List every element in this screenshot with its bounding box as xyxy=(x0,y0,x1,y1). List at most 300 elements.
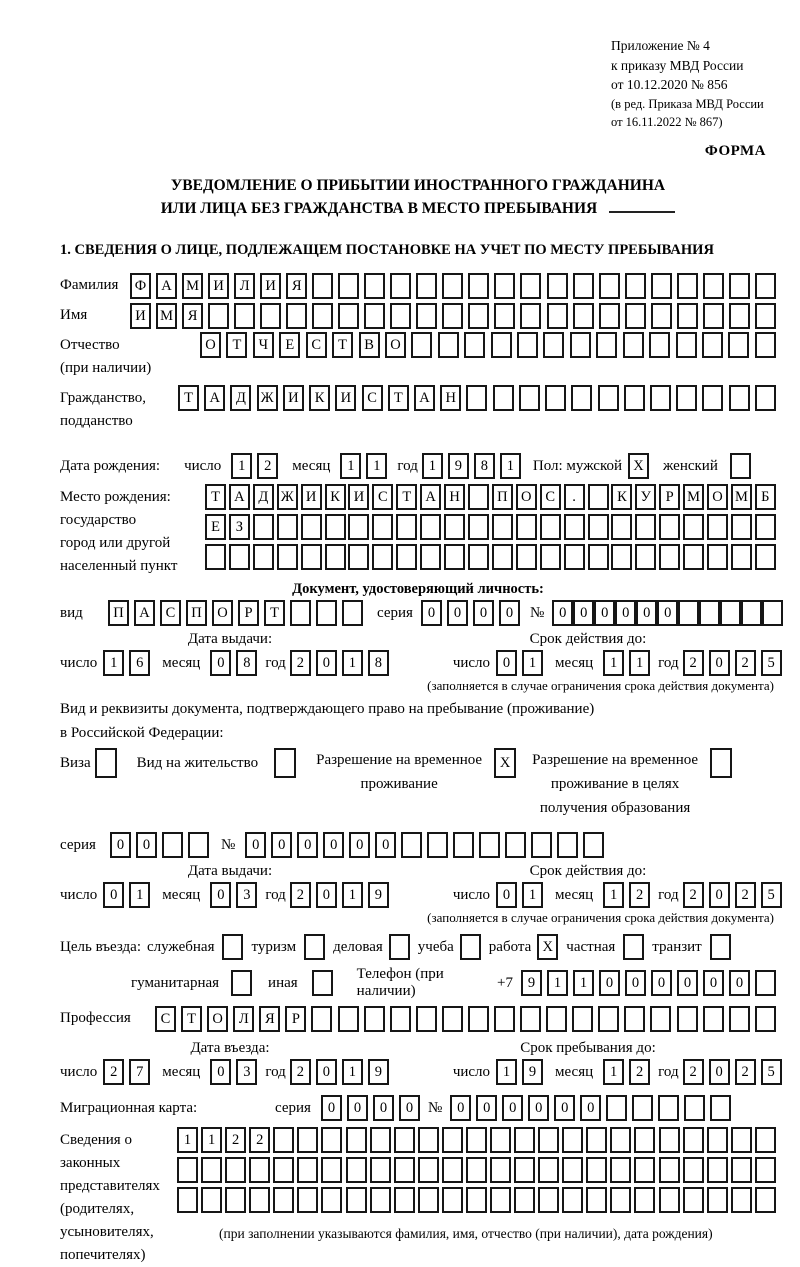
form-cell[interactable] xyxy=(177,1157,198,1183)
form-cell[interactable]: М xyxy=(182,273,203,299)
form-cell[interactable] xyxy=(401,832,422,858)
form-cell[interactable] xyxy=(442,273,463,299)
form-cell[interactable] xyxy=(297,1157,318,1183)
form-cell[interactable]: У xyxy=(635,484,656,510)
form-cell[interactable]: 0 xyxy=(375,832,396,858)
form-cell[interactable]: 9 xyxy=(521,970,542,996)
form-cell[interactable] xyxy=(316,600,337,626)
form-cell[interactable]: Я xyxy=(259,1006,280,1032)
form-cell[interactable] xyxy=(274,748,296,778)
form-cell[interactable] xyxy=(520,1006,541,1032)
form-cell[interactable] xyxy=(755,514,776,540)
form-cell[interactable] xyxy=(588,484,609,510)
form-cell[interactable] xyxy=(625,273,646,299)
form-cell[interactable]: 2 xyxy=(683,650,704,676)
form-cell[interactable] xyxy=(491,332,512,358)
form-cell[interactable]: 0 xyxy=(136,832,157,858)
form-cell[interactable] xyxy=(162,832,183,858)
form-cell[interactable] xyxy=(372,544,393,570)
form-cell[interactable]: 0 xyxy=(651,970,672,996)
form-cell[interactable] xyxy=(418,1127,439,1153)
form-cell[interactable] xyxy=(253,514,274,540)
form-cell[interactable]: О xyxy=(707,484,728,510)
form-cell[interactable]: Б xyxy=(755,484,776,510)
form-cell[interactable] xyxy=(301,544,322,570)
form-cell[interactable] xyxy=(442,1006,463,1032)
form-cell[interactable] xyxy=(540,514,561,540)
form-cell[interactable] xyxy=(731,514,752,540)
form-cell[interactable] xyxy=(231,970,252,996)
form-cell[interactable]: 0 xyxy=(210,650,231,676)
form-cell[interactable]: 0 xyxy=(103,882,124,908)
form-cell[interactable] xyxy=(321,1187,342,1213)
form-cell[interactable] xyxy=(588,514,609,540)
form-cell[interactable] xyxy=(531,832,552,858)
form-cell[interactable]: 2 xyxy=(735,1059,756,1085)
form-cell[interactable] xyxy=(490,1157,511,1183)
form-cell[interactable]: 0 xyxy=(554,1095,575,1121)
form-cell[interactable] xyxy=(517,332,538,358)
form-cell[interactable]: 5 xyxy=(761,1059,782,1085)
form-cell[interactable] xyxy=(253,544,274,570)
form-cell[interactable] xyxy=(710,1095,731,1121)
form-cell[interactable] xyxy=(466,1157,487,1183)
form-cell[interactable] xyxy=(684,1095,705,1121)
form-cell[interactable] xyxy=(546,1006,567,1032)
form-cell[interactable]: И xyxy=(301,484,322,510)
form-cell[interactable]: О xyxy=(207,1006,228,1032)
form-cell[interactable] xyxy=(225,1157,246,1183)
form-cell[interactable] xyxy=(396,514,417,540)
form-cell[interactable]: Л xyxy=(234,273,255,299)
form-cell[interactable]: 0 xyxy=(245,832,266,858)
form-cell[interactable]: 3 xyxy=(236,882,257,908)
form-cell[interactable] xyxy=(683,1187,704,1213)
form-cell[interactable]: С xyxy=(362,385,383,411)
form-cell[interactable] xyxy=(466,385,487,411)
form-cell[interactable]: X xyxy=(494,748,516,778)
form-cell[interactable] xyxy=(624,1006,645,1032)
form-cell[interactable]: 0 xyxy=(709,882,730,908)
form-cell[interactable]: 0 xyxy=(552,600,573,626)
form-cell[interactable] xyxy=(346,1157,367,1183)
form-cell[interactable] xyxy=(396,544,417,570)
form-cell[interactable] xyxy=(540,544,561,570)
form-cell[interactable] xyxy=(562,1127,583,1153)
form-cell[interactable]: 0 xyxy=(580,1095,601,1121)
form-cell[interactable]: 1 xyxy=(342,882,363,908)
form-cell[interactable] xyxy=(659,514,680,540)
form-cell[interactable] xyxy=(229,544,250,570)
form-cell[interactable] xyxy=(755,332,776,358)
form-cell[interactable] xyxy=(710,934,731,960)
form-cell[interactable] xyxy=(273,1187,294,1213)
form-cell[interactable] xyxy=(394,1187,415,1213)
form-cell[interactable] xyxy=(651,273,672,299)
form-cell[interactable] xyxy=(707,544,728,570)
form-cell[interactable] xyxy=(659,1157,680,1183)
form-cell[interactable] xyxy=(411,332,432,358)
form-cell[interactable]: 5 xyxy=(761,650,782,676)
form-cell[interactable] xyxy=(547,273,568,299)
form-cell[interactable] xyxy=(571,385,592,411)
form-cell[interactable] xyxy=(95,748,117,778)
form-cell[interactable] xyxy=(442,1157,463,1183)
form-cell[interactable]: О xyxy=(516,484,537,510)
form-cell[interactable] xyxy=(442,1187,463,1213)
form-cell[interactable] xyxy=(234,303,255,329)
form-cell[interactable]: 0 xyxy=(496,882,517,908)
form-cell[interactable] xyxy=(729,303,750,329)
form-cell[interactable]: С xyxy=(155,1006,176,1032)
form-cell[interactable]: 2 xyxy=(257,453,278,479)
form-cell[interactable] xyxy=(273,1127,294,1153)
form-cell[interactable] xyxy=(177,1187,198,1213)
form-cell[interactable] xyxy=(731,1187,752,1213)
form-cell[interactable] xyxy=(728,332,749,358)
form-cell[interactable] xyxy=(703,273,724,299)
form-cell[interactable]: 9 xyxy=(448,453,469,479)
form-cell[interactable] xyxy=(370,1157,391,1183)
form-cell[interactable] xyxy=(290,600,311,626)
form-cell[interactable]: 0 xyxy=(349,832,370,858)
form-cell[interactable]: 1 xyxy=(603,882,624,908)
form-cell[interactable] xyxy=(650,385,671,411)
form-cell[interactable] xyxy=(205,544,226,570)
form-cell[interactable] xyxy=(729,385,750,411)
form-cell[interactable]: 0 xyxy=(421,600,442,626)
form-cell[interactable] xyxy=(468,273,489,299)
form-cell[interactable]: 1 xyxy=(342,650,363,676)
form-cell[interactable] xyxy=(683,1157,704,1183)
form-cell[interactable]: С xyxy=(160,600,181,626)
form-cell[interactable] xyxy=(677,303,698,329)
form-cell[interactable] xyxy=(468,303,489,329)
form-cell[interactable] xyxy=(562,1187,583,1213)
form-cell[interactable]: Е xyxy=(279,332,300,358)
form-cell[interactable] xyxy=(364,1006,385,1032)
form-cell[interactable] xyxy=(494,303,515,329)
form-cell[interactable] xyxy=(611,544,632,570)
form-cell[interactable] xyxy=(460,934,481,960)
form-cell[interactable] xyxy=(762,600,783,626)
form-cell[interactable]: Т xyxy=(332,332,353,358)
form-cell[interactable] xyxy=(632,1095,653,1121)
form-cell[interactable]: 1 xyxy=(496,1059,517,1085)
form-cell[interactable]: П xyxy=(108,600,129,626)
form-cell[interactable]: Д xyxy=(230,385,251,411)
form-cell[interactable] xyxy=(564,544,585,570)
form-cell[interactable] xyxy=(538,1127,559,1153)
form-cell[interactable] xyxy=(606,1095,627,1121)
form-cell[interactable] xyxy=(755,1187,776,1213)
form-cell[interactable] xyxy=(390,273,411,299)
form-cell[interactable]: 2 xyxy=(290,650,311,676)
form-cell[interactable] xyxy=(348,544,369,570)
form-cell[interactable] xyxy=(557,832,578,858)
form-cell[interactable] xyxy=(598,385,619,411)
form-cell[interactable] xyxy=(505,832,526,858)
form-cell[interactable] xyxy=(416,1006,437,1032)
form-cell[interactable]: 2 xyxy=(629,882,650,908)
form-cell[interactable]: 1 xyxy=(340,453,361,479)
form-cell[interactable]: А xyxy=(229,484,250,510)
form-cell[interactable]: 0 xyxy=(677,970,698,996)
form-cell[interactable]: 6 xyxy=(129,650,150,676)
form-cell[interactable] xyxy=(442,303,463,329)
form-cell[interactable]: К xyxy=(611,484,632,510)
form-cell[interactable]: 0 xyxy=(599,970,620,996)
form-cell[interactable] xyxy=(729,1006,750,1032)
form-cell[interactable]: 1 xyxy=(603,1059,624,1085)
form-cell[interactable] xyxy=(222,934,243,960)
form-cell[interactable] xyxy=(520,273,541,299)
form-cell[interactable] xyxy=(389,934,410,960)
form-cell[interactable]: 0 xyxy=(729,970,750,996)
form-cell[interactable] xyxy=(514,1187,535,1213)
form-cell[interactable] xyxy=(277,514,298,540)
form-cell[interactable]: 0 xyxy=(709,650,730,676)
form-cell[interactable] xyxy=(444,544,465,570)
form-cell[interactable]: 0 xyxy=(450,1095,471,1121)
form-cell[interactable]: О xyxy=(200,332,221,358)
form-cell[interactable] xyxy=(277,544,298,570)
form-cell[interactable] xyxy=(596,332,617,358)
form-cell[interactable] xyxy=(312,303,333,329)
form-cell[interactable] xyxy=(651,303,672,329)
form-cell[interactable]: 0 xyxy=(316,1059,337,1085)
form-cell[interactable] xyxy=(702,332,723,358)
form-cell[interactable] xyxy=(494,273,515,299)
form-cell[interactable] xyxy=(468,1006,489,1032)
form-cell[interactable] xyxy=(635,544,656,570)
form-cell[interactable]: А xyxy=(414,385,435,411)
form-cell[interactable] xyxy=(573,303,594,329)
form-cell[interactable]: 1 xyxy=(129,882,150,908)
form-cell[interactable] xyxy=(342,600,363,626)
form-cell[interactable] xyxy=(543,332,564,358)
form-cell[interactable] xyxy=(312,273,333,299)
form-cell[interactable] xyxy=(479,832,500,858)
form-cell[interactable]: 0 xyxy=(476,1095,497,1121)
form-cell[interactable]: Л xyxy=(233,1006,254,1032)
form-cell[interactable] xyxy=(623,934,644,960)
form-cell[interactable]: 1 xyxy=(422,453,443,479)
form-cell[interactable] xyxy=(468,544,489,570)
form-cell[interactable] xyxy=(634,1157,655,1183)
form-cell[interactable] xyxy=(610,1187,631,1213)
form-cell[interactable]: 0 xyxy=(636,600,657,626)
form-cell[interactable]: 2 xyxy=(103,1059,124,1085)
form-cell[interactable] xyxy=(659,544,680,570)
form-cell[interactable]: 2 xyxy=(683,1059,704,1085)
form-cell[interactable]: 5 xyxy=(761,882,782,908)
form-cell[interactable]: X xyxy=(537,934,558,960)
form-cell[interactable]: Ж xyxy=(257,385,278,411)
form-cell[interactable] xyxy=(755,303,776,329)
form-cell[interactable] xyxy=(390,1006,411,1032)
form-cell[interactable]: 0 xyxy=(502,1095,523,1121)
form-cell[interactable]: . xyxy=(564,484,585,510)
form-cell[interactable] xyxy=(520,303,541,329)
form-cell[interactable]: Д xyxy=(253,484,274,510)
form-cell[interactable]: Я xyxy=(182,303,203,329)
form-cell[interactable] xyxy=(301,514,322,540)
form-cell[interactable] xyxy=(416,303,437,329)
form-cell[interactable]: 0 xyxy=(657,600,678,626)
form-cell[interactable] xyxy=(438,332,459,358)
form-cell[interactable] xyxy=(201,1157,222,1183)
form-cell[interactable] xyxy=(731,544,752,570)
form-cell[interactable] xyxy=(755,273,776,299)
form-cell[interactable]: 0 xyxy=(347,1095,368,1121)
form-cell[interactable] xyxy=(755,385,776,411)
form-cell[interactable] xyxy=(394,1157,415,1183)
form-cell[interactable] xyxy=(346,1187,367,1213)
form-cell[interactable] xyxy=(442,1127,463,1153)
form-cell[interactable] xyxy=(311,1006,332,1032)
form-cell[interactable] xyxy=(325,544,346,570)
form-cell[interactable] xyxy=(208,303,229,329)
form-cell[interactable]: 7 xyxy=(129,1059,150,1085)
form-cell[interactable]: М xyxy=(731,484,752,510)
form-cell[interactable] xyxy=(755,1006,776,1032)
form-cell[interactable]: 2 xyxy=(290,1059,311,1085)
form-cell[interactable] xyxy=(453,832,474,858)
form-cell[interactable] xyxy=(677,1006,698,1032)
form-cell[interactable] xyxy=(493,385,514,411)
form-cell[interactable] xyxy=(516,514,537,540)
form-cell[interactable]: П xyxy=(492,484,513,510)
form-cell[interactable] xyxy=(730,453,751,479)
form-cell[interactable]: 1 xyxy=(103,650,124,676)
form-cell[interactable]: Р xyxy=(285,1006,306,1032)
form-cell[interactable] xyxy=(635,514,656,540)
form-cell[interactable]: В xyxy=(359,332,380,358)
form-cell[interactable]: 0 xyxy=(499,600,520,626)
form-cell[interactable]: А xyxy=(204,385,225,411)
form-cell[interactable] xyxy=(492,544,513,570)
form-cell[interactable] xyxy=(514,1127,535,1153)
form-cell[interactable]: 0 xyxy=(110,832,131,858)
form-cell[interactable]: 1 xyxy=(231,453,252,479)
form-cell[interactable] xyxy=(731,1127,752,1153)
form-cell[interactable] xyxy=(490,1127,511,1153)
form-cell[interactable] xyxy=(297,1127,318,1153)
form-cell[interactable] xyxy=(545,385,566,411)
form-cell[interactable]: 9 xyxy=(368,882,389,908)
form-cell[interactable] xyxy=(650,1006,671,1032)
form-cell[interactable] xyxy=(273,1157,294,1183)
form-cell[interactable] xyxy=(678,600,699,626)
form-cell[interactable]: А xyxy=(134,600,155,626)
form-cell[interactable] xyxy=(610,1157,631,1183)
form-cell[interactable]: 1 xyxy=(342,1059,363,1085)
form-cell[interactable] xyxy=(249,1187,270,1213)
form-cell[interactable]: 2 xyxy=(735,650,756,676)
form-cell[interactable] xyxy=(286,303,307,329)
form-cell[interactable] xyxy=(755,544,776,570)
form-cell[interactable] xyxy=(599,303,620,329)
form-cell[interactable] xyxy=(420,514,441,540)
form-cell[interactable] xyxy=(370,1187,391,1213)
form-cell[interactable] xyxy=(683,514,704,540)
form-cell[interactable] xyxy=(427,832,448,858)
form-cell[interactable]: 0 xyxy=(373,1095,394,1121)
form-cell[interactable] xyxy=(573,273,594,299)
form-cell[interactable]: М xyxy=(683,484,704,510)
form-cell[interactable]: Т xyxy=(264,600,285,626)
form-cell[interactable] xyxy=(658,1095,679,1121)
form-cell[interactable] xyxy=(547,303,568,329)
form-cell[interactable] xyxy=(583,832,604,858)
form-cell[interactable] xyxy=(372,514,393,540)
form-cell[interactable]: 8 xyxy=(368,650,389,676)
form-cell[interactable] xyxy=(625,303,646,329)
form-cell[interactable]: 1 xyxy=(629,650,650,676)
form-cell[interactable] xyxy=(707,1187,728,1213)
form-cell[interactable] xyxy=(338,1006,359,1032)
form-cell[interactable] xyxy=(394,1127,415,1153)
form-cell[interactable] xyxy=(755,1157,776,1183)
form-cell[interactable] xyxy=(703,1006,724,1032)
form-cell[interactable]: Р xyxy=(659,484,680,510)
form-cell[interactable]: 2 xyxy=(683,882,704,908)
form-cell[interactable] xyxy=(611,514,632,540)
form-cell[interactable]: 2 xyxy=(629,1059,650,1085)
form-cell[interactable] xyxy=(610,1127,631,1153)
form-cell[interactable]: 1 xyxy=(500,453,521,479)
form-cell[interactable]: 8 xyxy=(236,650,257,676)
form-cell[interactable]: 2 xyxy=(225,1127,246,1153)
form-cell[interactable] xyxy=(338,273,359,299)
form-cell[interactable]: 1 xyxy=(366,453,387,479)
form-cell[interactable] xyxy=(562,1157,583,1183)
form-cell[interactable] xyxy=(741,600,762,626)
form-cell[interactable]: 1 xyxy=(201,1127,222,1153)
form-cell[interactable] xyxy=(710,748,732,778)
form-cell[interactable] xyxy=(683,544,704,570)
form-cell[interactable] xyxy=(225,1187,246,1213)
form-cell[interactable] xyxy=(338,303,359,329)
form-cell[interactable]: М xyxy=(156,303,177,329)
form-cell[interactable]: И xyxy=(260,273,281,299)
form-cell[interactable] xyxy=(588,544,609,570)
form-cell[interactable] xyxy=(249,1157,270,1183)
form-cell[interactable]: Ч xyxy=(253,332,274,358)
form-cell[interactable] xyxy=(312,970,333,996)
form-cell[interactable]: И xyxy=(335,385,356,411)
form-cell[interactable]: Т xyxy=(181,1006,202,1032)
form-cell[interactable]: 0 xyxy=(447,600,468,626)
form-cell[interactable] xyxy=(720,600,741,626)
form-cell[interactable]: Р xyxy=(238,600,259,626)
form-cell[interactable]: К xyxy=(325,484,346,510)
form-cell[interactable] xyxy=(676,332,697,358)
form-cell[interactable] xyxy=(634,1127,655,1153)
form-cell[interactable]: 0 xyxy=(399,1095,420,1121)
form-cell[interactable]: 0 xyxy=(625,970,646,996)
form-cell[interactable]: 0 xyxy=(316,650,337,676)
form-cell[interactable] xyxy=(677,273,698,299)
form-cell[interactable]: 1 xyxy=(573,970,594,996)
form-cell[interactable]: И xyxy=(348,484,369,510)
form-cell[interactable] xyxy=(729,273,750,299)
form-cell[interactable] xyxy=(304,934,325,960)
form-cell[interactable]: 0 xyxy=(615,600,636,626)
form-cell[interactable]: 1 xyxy=(603,650,624,676)
form-cell[interactable] xyxy=(466,1127,487,1153)
